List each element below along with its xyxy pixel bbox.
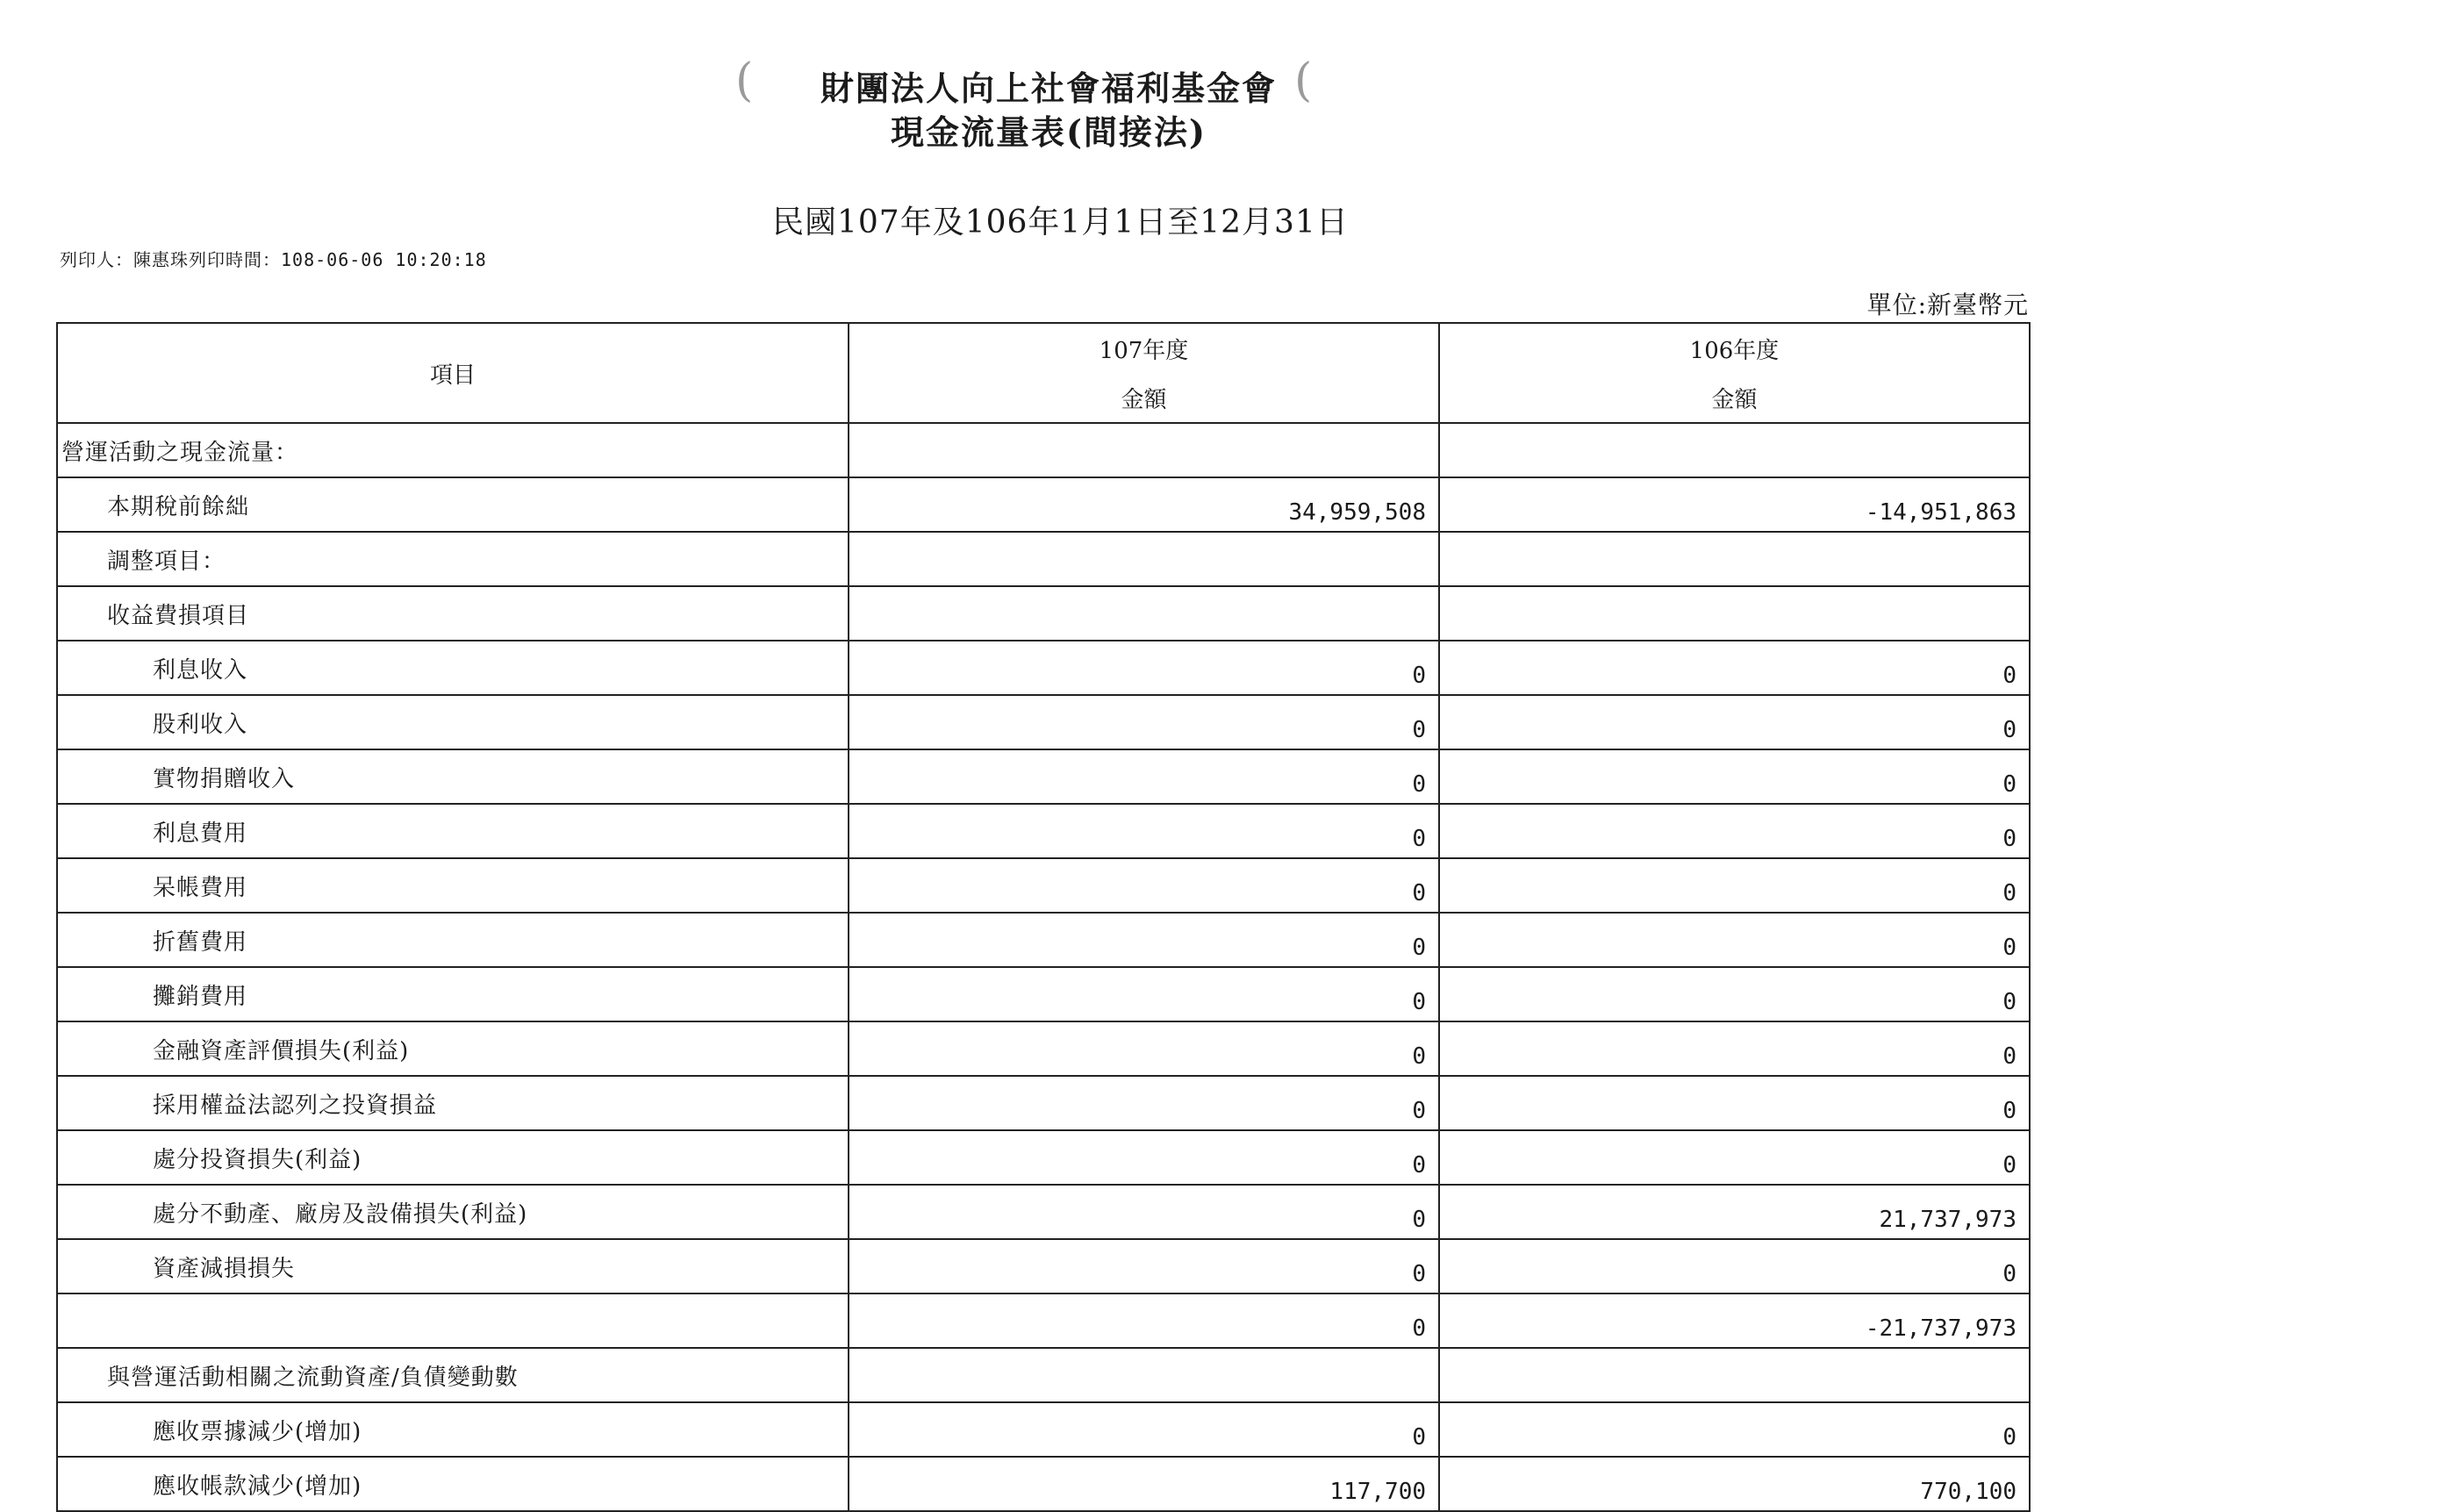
- amount-106: 21,737,973: [1439, 1185, 2030, 1239]
- amount-106: -14,951,863: [1439, 477, 2030, 532]
- row-label: 資產減損損失: [57, 1239, 849, 1293]
- cash-flow-table: [56, 322, 2031, 1512]
- table-row: [57, 1076, 2030, 1130]
- amount-107: 0: [849, 641, 1439, 695]
- table-row: [57, 1457, 2030, 1511]
- table-row: [57, 532, 2030, 586]
- table-row: [57, 858, 2030, 913]
- amount-106: [1439, 532, 2030, 586]
- report-period: 民國107年及106年1月1日至12月31日: [772, 204, 1349, 240]
- column-header-107-year: 107年度: [849, 323, 1439, 373]
- row-label: 股利收入: [57, 695, 849, 749]
- amount-106: 0: [1439, 967, 2030, 1021]
- amount-107: 0: [849, 749, 1439, 804]
- amount-107: 0: [849, 1185, 1439, 1239]
- amount-106: [1439, 1348, 2030, 1402]
- row-label: 攤銷費用: [57, 967, 849, 1021]
- amount-106: 770,100: [1439, 1457, 2030, 1511]
- amount-107: 0: [849, 1130, 1439, 1185]
- amount-106: 0: [1439, 1130, 2030, 1185]
- row-label: 調整項目：: [57, 532, 849, 586]
- row-label: 利息費用: [57, 804, 849, 858]
- amount-106: [1439, 423, 2030, 477]
- right-parenthesis-mark: (: [1294, 54, 1313, 107]
- row-label: 實物捐贈收入: [57, 749, 849, 804]
- row-label: 與營運活動相關之流動資產/負債變動數: [57, 1348, 849, 1402]
- table-row: [57, 1021, 2030, 1076]
- row-label: 處分投資損失(利益): [57, 1130, 849, 1185]
- amount-107: 0: [849, 913, 1439, 967]
- document-title: 現金流量表(間接法): [891, 112, 1207, 152]
- amount-107: [849, 532, 1439, 586]
- organization-name: 財團法人向上社會福利基金會: [820, 68, 1278, 108]
- table-row: [57, 749, 2030, 804]
- amount-107: 117,700: [849, 1457, 1439, 1511]
- row-label: 金融資產評價損失(利益): [57, 1021, 849, 1076]
- amount-106: 0: [1439, 913, 2030, 967]
- amount-106: [1439, 586, 2030, 641]
- table-row: [57, 1402, 2030, 1457]
- left-parenthesis-mark: (: [735, 54, 754, 107]
- amount-107: [849, 423, 1439, 477]
- amount-107: 0: [849, 804, 1439, 858]
- column-header-106-year: 106年度: [1439, 323, 2030, 373]
- amount-107: 0: [849, 967, 1439, 1021]
- table-row: [57, 477, 2030, 532]
- table-row: [57, 695, 2030, 749]
- print-info: 列印人：陳惠珠列印時間：108-06-06 10:20:18: [60, 249, 487, 270]
- amount-107: [849, 586, 1439, 641]
- amount-107: 34,959,508: [849, 477, 1439, 532]
- table-row: [57, 1239, 2030, 1293]
- row-label: [57, 1293, 849, 1348]
- row-label: 應收帳款減少(增加): [57, 1457, 849, 1511]
- amount-106: 0: [1439, 1021, 2030, 1076]
- amount-106: 0: [1439, 641, 2030, 695]
- header-row: [57, 323, 2030, 373]
- amount-106: 0: [1439, 749, 2030, 804]
- table-row: [57, 1130, 2030, 1185]
- column-header-107-amount: 金額: [849, 373, 1439, 423]
- amount-107: 0: [849, 1239, 1439, 1293]
- amount-106: 0: [1439, 858, 2030, 913]
- amount-107: 0: [849, 858, 1439, 913]
- row-label: 營運活動之現金流量：: [57, 423, 849, 477]
- currency-unit: 單位:新臺幣元: [1866, 290, 2029, 319]
- row-label: 本期稅前餘絀: [57, 477, 849, 532]
- row-label: 應收票據減少(增加): [57, 1402, 849, 1457]
- row-label: 收益費損項目: [57, 586, 849, 641]
- row-label: 呆帳費用: [57, 858, 849, 913]
- amount-106: 0: [1439, 804, 2030, 858]
- table-row: [57, 641, 2030, 695]
- table-row: [57, 967, 2030, 1021]
- table-row: [57, 423, 2030, 477]
- amount-107: 0: [849, 695, 1439, 749]
- amount-106: 0: [1439, 1402, 2030, 1457]
- table-row: [57, 586, 2030, 641]
- column-header-item: 項目: [57, 323, 849, 423]
- row-label: 採用權益法認列之投資損益: [57, 1076, 849, 1130]
- amount-106: 0: [1439, 695, 2030, 749]
- amount-107: 0: [849, 1293, 1439, 1348]
- amount-106: -21,737,973: [1439, 1293, 2030, 1348]
- row-label: 利息收入: [57, 641, 849, 695]
- amount-106: 0: [1439, 1239, 2030, 1293]
- amount-107: 0: [849, 1021, 1439, 1076]
- row-label: 折舊費用: [57, 913, 849, 967]
- table-row: [57, 1185, 2030, 1239]
- table-row: [57, 1293, 2030, 1348]
- amount-107: 0: [849, 1076, 1439, 1130]
- amount-107: 0: [849, 1402, 1439, 1457]
- amount-107: [849, 1348, 1439, 1402]
- table-row: [57, 1348, 2030, 1402]
- table-row: [57, 804, 2030, 858]
- table-row: [57, 913, 2030, 967]
- column-header-106-amount: 金額: [1439, 373, 2030, 423]
- row-label: 處分不動產、廠房及設備損失(利益): [57, 1185, 849, 1239]
- amount-106: 0: [1439, 1076, 2030, 1130]
